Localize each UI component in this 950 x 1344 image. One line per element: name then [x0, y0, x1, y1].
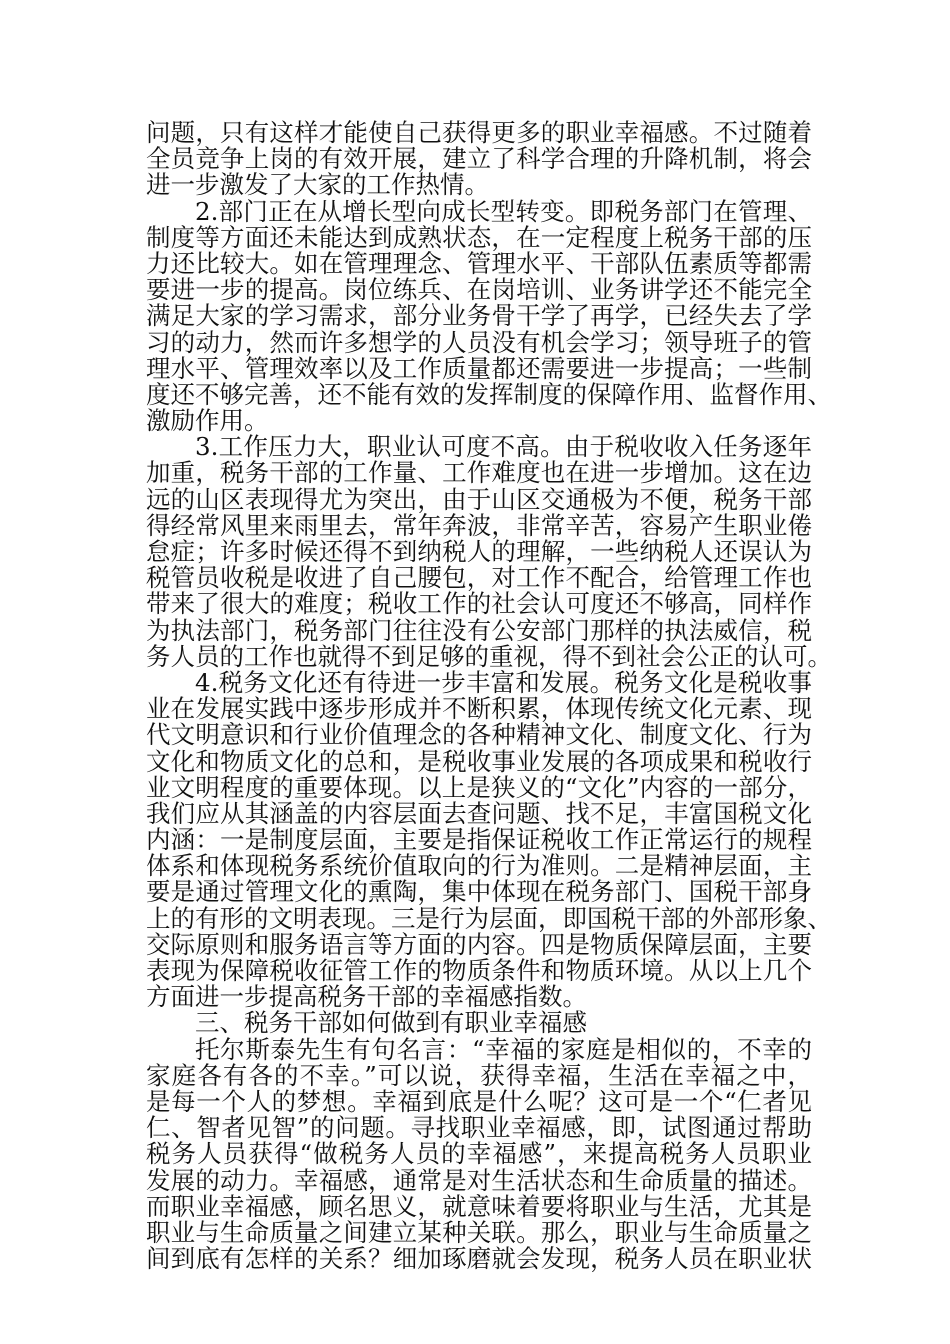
- text-line: 全员竞争上岗的有效开展，建立了科学合理的升降机制，将会: [146, 144, 812, 174]
- text-line: 带来了很大的难度；税收工作的社会认可度还不够高，同样作: [146, 589, 812, 619]
- text-line: 家庭各有各的不幸。”可以说，获得幸福，生活在幸福之中，: [146, 1060, 812, 1090]
- text-line: 代文明意识和行业价值理念的各种精神文化、制度文化、行为: [146, 720, 812, 750]
- text-line: 税务人员获得“做税务人员的幸福感”，来提高税务人员职业: [146, 1139, 812, 1169]
- document-body: [146, 118, 832, 1274]
- text-line: 业文明程度的重要体现。以上是狭义的“文化”内容的一部分，: [146, 772, 812, 802]
- text-line: 进一步激发了大家的工作热情。: [146, 170, 489, 200]
- text-line: 发展的动力。幸福感，通常是对生活状态和生命质量的描述。: [146, 1165, 812, 1195]
- text-line: 表现为保障税收征管工作的物质条件和物质环境。从以上几个: [146, 956, 812, 985]
- part-3-heading: 三、税务干部如何做到有职业幸福感: [195, 1008, 587, 1038]
- text-line: 内涵：一是制度层面，主要是指保证税收工作正常运行的规程: [146, 825, 812, 855]
- text-line: 理水平、管理效率以及工作质量都还需要进一步提高；一些制: [146, 353, 812, 383]
- text-line: 方面进一步提高税务干部的幸福感指数。: [146, 982, 587, 1012]
- text-line: 制度等方面还未能达到成熟状态，在一定程度上税务干部的压: [146, 222, 812, 252]
- text-line: 远的山区表现得尤为突出，由于山区交通极为不便，税务干部: [146, 484, 812, 514]
- text-line: 职业与生命质量之间建立某种关联。那么，职业与生命质量之: [146, 1217, 812, 1247]
- text-line: 得经常风里来雨里去，常年奔波，非常辛苦，容易产生职业倦: [146, 510, 812, 540]
- text-line: 间到底有怎样的关系？细加琢磨就会发现，税务人员在职业状: [146, 1244, 812, 1274]
- text-line: 激励作用。: [146, 406, 269, 436]
- text-line: 而职业幸福感，顾名思义，就意味着要将职业与生活，尤其是: [146, 1191, 812, 1221]
- text-line: 业在发展实践中逐步形成并不断积累，体现传统文化元素、现: [146, 694, 812, 724]
- section-2-heading-line: 2.部门正在从增长型向成长型转变。即税务部门在管理、: [195, 196, 812, 226]
- text-line: 税管员收税是收进了自己腰包，对工作不配合，给管理工作也: [146, 563, 812, 593]
- text-line: 仁、智者见智”的问题。寻找职业幸福感，即，试图通过帮助: [146, 1113, 812, 1143]
- text-line: 文化和物质文化的总和，是税收事业发展的各项成果和税收行: [146, 746, 812, 776]
- text-line: 习的动力，然而许多想学的人员没有机会学习；领导班子的管: [146, 327, 812, 357]
- text-line: 满足大家的学习需求，部分业务骨干学了再学，已经失去了学: [146, 301, 812, 331]
- text-line: 要进一步的提高。岗位练兵、在岗培训、业务讲学还不能完全: [146, 275, 812, 305]
- text-line: 托尔斯泰先生有句名言：“幸福的家庭是相似的，不幸的: [195, 1034, 812, 1064]
- text-line: 为执法部门，税务部门往往没有公安部门那样的执法威信，税: [146, 615, 812, 645]
- text-line: 上的有形的文明表现。三是行为层面，即国税干部的外部形象、: [146, 903, 832, 933]
- text-line: 交际原则和服务语言等方面的内容。四是物质保障层面，主要: [146, 929, 812, 959]
- text-line: 问题，只有这样才能使自己获得更多的职业幸福感。不过随着: [146, 118, 812, 147]
- text-line: 加重，税务干部的工作量、工作难度也在进一步增加。这在边: [146, 458, 812, 488]
- text-line: 度还不够完善，还不能有效的发挥制度的保障作用、监督作用、: [146, 379, 832, 409]
- text-line: 是每一个人的梦想。幸福到底是什么呢？这可是一个“仁者见: [146, 1086, 812, 1116]
- text-line: 务人员的工作也就得不到足够的重视，得不到社会公正的认可。: [146, 641, 832, 671]
- text-line: 力还比较大。如在管理理念、管理水平、干部队伍素质等都需: [146, 248, 812, 278]
- section-3-heading-line: 3.工作压力大，职业认可度不高。由于税收收入任务逐年: [195, 432, 812, 462]
- text-line: 怠症；许多时候还得不到纳税人的理解，一些纳税人还误认为: [146, 537, 812, 566]
- text-line: 体系和体现税务系统价值取向的行为准则。二是精神层面，主: [146, 851, 812, 881]
- section-4-heading-line: 4.税务文化还有待进一步丰富和发展。税务文化是税收事: [195, 667, 812, 697]
- text-line: 我们应从其涵盖的内容层面去查问题、找不足，丰富国税文化: [146, 798, 812, 828]
- text-line: 要是通过管理文化的熏陶，集中体现在税务部门、国税干部身: [146, 877, 812, 907]
